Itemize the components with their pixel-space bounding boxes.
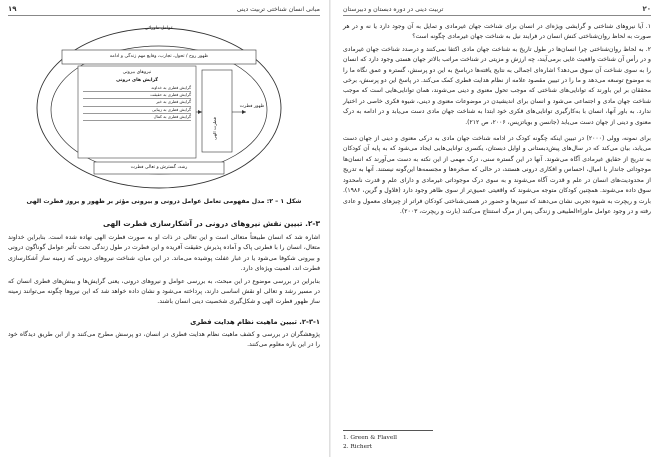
right-body (343, 22, 651, 217)
top-banner: ظهور روح / تحول، تجارب، وقایع مهم زندگی و ادامه (109, 54, 209, 59)
subsection-body (8, 330, 320, 351)
vertical-label: فطرت الهی (213, 117, 218, 140)
footnote-rule (343, 430, 433, 431)
outer-label: عوامل ماورائی (144, 26, 174, 31)
concept-diagram (34, 24, 284, 192)
inner-forces-box (80, 68, 194, 156)
body-paragraph: ۱. آیا نیروهای شناختی و گرایشی ویژه‌ای در انسان برای شناخت جهان غیرمادی و تمایل به آن وجود دارد یا نه و در هر صورت به لحاظ روان‌شناختی کنش انسان در فرایند نیل به شناخت جهان غیرمادی چگونه است؟ (343, 23, 651, 41)
section-paragraph: اشاره شد که انسان طبیعتاً متعالی است و این تعالی در ذات او به صورت فطرت الهی نهاده شده است. بنابراین خداوند متعال، انسان را با فطرتی پاک و آماده پذیرش حقیقت آفریده و این فطرت در طول زندگی تحت تأثیر عوامل گوناگون درونی و بیرونی شکوفا می‌شود یا در غبار غفلت پوشیده می‌ماند. در این میان، شناخت نیروهای درونی که زمینه ساز آشکارسازی فطرت اند، اهمیت ویژه‌ای دارد. (8, 234, 320, 273)
right-page-number: ۲۰ (642, 5, 651, 13)
body-paragraph: ۲. به لحاظ روان‌شناختی چرا انسان‌ها در طول تاریخ به شناخت جهان مادی اکتفا نمی‌کنند و درصدد شناخت جهان غیرمادی و در رأس آن شناخت واقعیت غایی برمی‌آیند، چه ارزش و مزیتی در شناخت مراتب بالاتر جهان هستی وجود دارد که انسان را به سوی شناخت آن سوق می‌دهد؟ اشاره‌ای اجمالی به نتایج یافته‌ها درباسخ به این دو پرسش، گستره و عمق نگاه ما را به موضوع توسعه می‌دهد و ما را در تبیین مقصود علامه از نظام هدایت فطری کمک می‌کند. در پاسخ این دو پرسش، برخی محققان بر این باورند که توانایی‌های شناختی که موجب تحول معنوی و دینی می‌شوند، همان توانایی‌هایی است که موجب شناخت جهان مادی و اجتماعی می‌شود و انسان برای اندیشیدن در موضوعات معنوی و دینی، شیوه فکری خاصی در اختیار ندارد. به باور آنها، انسان با به‌کارگیری توانایی‌های فکری خود ابتدا به شناخت جهان مادی دست می‌یابد و در ادامه به درک معنوی و دینی از جهان دست می‌یابد (جانسن و بویاتزیس، ۲۰۰۶، ص ۲۱۲). (343, 45, 651, 126)
section-body (8, 233, 320, 308)
footnote: 2. Richert (343, 443, 373, 450)
box-title: گرایش های درونی (116, 78, 158, 83)
left-page-number: ۱۹ (8, 5, 17, 13)
right-header-title: تربیت دینی در دوره دبستان و دبیرستان (343, 5, 444, 13)
inner-banner-label: نیروهای بیرونی (122, 70, 152, 75)
inclination-item: گرایش فطری به کمال (83, 114, 191, 121)
subsection-paragraph: پژوهشگران در بررسی و کشف ماهیت نظام هدایت فطری در انسان، دو پرسش مطرح می‌کنند و از این طریق دیدگاه خود را در این باره معلوم می‌کنند. (8, 330, 320, 349)
inclination-item: گرایش فطری به خداوند (83, 85, 191, 92)
right-label: ظهور فطرت (239, 104, 265, 109)
right-page (331, 0, 661, 457)
inclination-item: گرایش فطری به زیبایی (83, 107, 191, 114)
inclination-item: گرایش فطری به خیر (83, 99, 191, 106)
body-paragraph: برای نمونه، وولی (۲۰۰۰) در تبیین اینکه چگونه کودک در ادامه شناخت جهان مادی به درکی معنوی و دینی از جهان دست می‌یابد، بیان می‌کند که در سال‌های پیش‌دبستانی و اوایل دبستان، یکسری توانایی‌هایی ایجاد می‌شود که به پایه آن کودکان به تدریج از حقایق غیرمادی آگاه می‌شوند. آنها در این گستره سنی، درک مهمی از این نکته به دست می‌آورند که انسان‌ها موجوداتی جاندار با امیال، احساس و افکاری درونی هستند، در حالی که صخره‌ها و مجسمه‌ها این‌گونه نیستند. آنها به تدریج از محدودیت‌های انسان در علم و قدرت آگاه می‌شوند و به سوی درک موجوداتی غیرمادی و دارای علم و قدرت نامحدود سوق داده می‌شوند. همچنین کودکان متوجه می‌شوند که واقعیتی عمیق‌تر از سوی ظاهر وجود دارد (فلاول و گرین، ۱۹۸۶). بارت و ریچرت به شیوه تجربی نشان می‌دهند که تبیین‌ها و حضور در هستی‌شناختی کودکان فراتر از چیزهای معمول و عادی رفته و در وجود عوامل ماوراءالطبیعی و زندگی پس از مرگ استنتاج می‌کنند (بارت و ریچرت، ۲۰۰۳). (343, 135, 651, 215)
inclination-item: گرایش فطری به حقیقت (83, 92, 191, 99)
figure-caption: شکل ۱ – ۲: مدل مفهومی تعامل عوامل درونی و بیرونی مؤثر بر ظهور و بروز فطرت الهی (26, 198, 302, 205)
left-header-title: مبانی انسان شناختی تربیت دینی (236, 5, 320, 13)
section-paragraph: بنابراین در بررسی موضوع در این مبحث، به بررسی عوامل و نیروهای درونی، یعنی گرایش‌ها و بینش‌های فطری انسان که در مسیر رشد و تعالی او نقش اساسی دارند، پرداخته می‌شود و نشان داده خواهد شد که این نیروها چگونه می‌توانند زمینه ساز ظهور فطرت الهی و شکل‌گیری شخصیت دینی انسان باشند. (8, 277, 320, 306)
left-running-header (8, 5, 320, 16)
right-running-header (343, 5, 651, 16)
bottom-banner: رشد، گسترش و تعالی فطرت (130, 165, 188, 170)
inclination-list (80, 85, 194, 121)
footnote: 1. Green & Flavell (343, 435, 397, 441)
left-page (0, 0, 330, 457)
section-heading: ۲-۳. تبیین نقش نیروهای درونی در آشکارسازی فطرت الهی (102, 219, 320, 228)
subsection-heading: ۲-۳-۱. تبیین ماهیت نظام هدایت فطری (190, 317, 320, 326)
footnotes (343, 430, 651, 451)
